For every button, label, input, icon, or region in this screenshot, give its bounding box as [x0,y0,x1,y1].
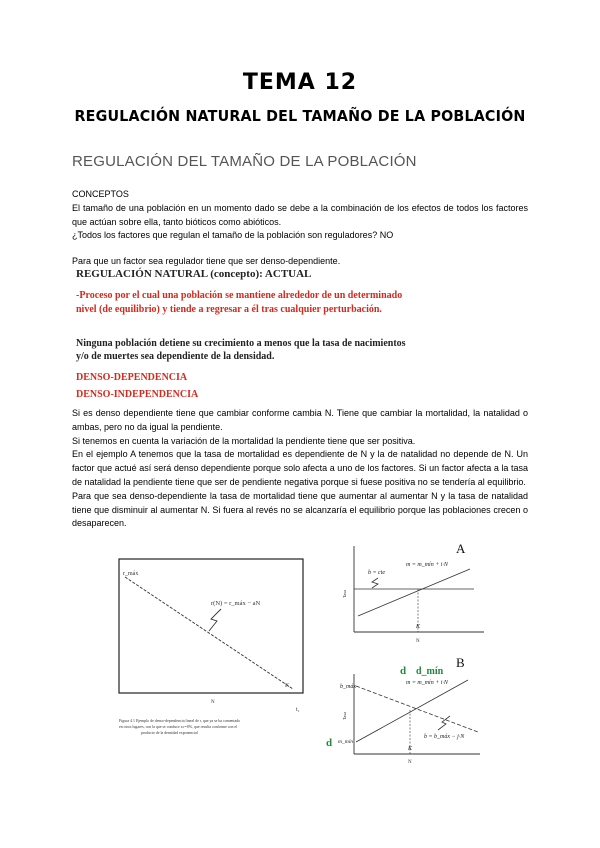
note-line-1: Ninguna población detiene su crecimiento a menos que la tasa de nacimientos [76,338,406,349]
figure-left [113,553,309,743]
definition-line-1: -Proceso por el cual una población se mantiene alrededor de un determinado [76,290,403,301]
term-denso-independencia: DENSO-INDEPENDENCIA [76,389,199,400]
figure-left-caption-1: Figura 4.1 Ejemplo de denso-dependencia lineal de r, que ya se ha comentado [119,719,241,723]
term-denso-dependencia: DENSO-DEPENDENCIA [76,372,188,383]
concepts-paragraph: El tamaño de una población en un momento dado se debe a la combinación de los efectos de todos los factores que actúan sobre ella, tanto bióticos como abióticos. [72,202,528,227]
definition-line-2: nivel (de equilibrio) y tiende a regresar a él tras cualquier perturbación. [76,304,382,315]
figure-b-d2: d [326,737,333,749]
page-title: TEMA 12 [242,70,358,95]
concepts-question: ¿Todos los factores que regulan el tamaño de la población son reguladores? NO [72,230,394,241]
figure-left-arrow [209,609,221,631]
figure-a-birth-label: b = cte [368,570,386,576]
figure-left-equation: r(N) = r_máx − aN [211,600,261,607]
figure-a-death-label: m = m_mín + i·N [406,562,448,568]
definition-title: REGULACIÓN NATURAL (concepto): ACTUAL [76,268,312,280]
figure-b-k-label: K [408,746,413,752]
figure-a [328,538,488,648]
figure-b-death-label: m = m_mín + i·N [406,680,448,686]
figure-a-ylabel: Tasa [342,589,347,598]
concepts-block [72,188,528,243]
figure-b-mmin: m_mín [338,739,353,745]
explanation-block [72,407,528,531]
figure-b [318,650,488,766]
figure-b-death-line [356,680,468,742]
figure-left-ylabel: r_máx [123,571,139,577]
page-subtitle: REGULACIÓN NATURAL DEL TAMAÑO DE LA POBLACIÓN [74,107,526,125]
figure-left-caption-3: producto de la densidad exponencial [141,731,198,735]
figure-b-n-label: N [408,760,412,765]
regulator-condition: Para que un factor sea regulador tiene que ser denso-dependiente. [72,256,341,266]
note-line-2: y/o de muertes sea dependiente de la densidad. [76,351,275,362]
section-heading: REGULACIÓN DEL TAMAÑO DE LA POBLACIÓN [72,153,417,170]
figure-a-death-line [358,569,470,616]
figure-a-letter: A [456,541,466,556]
figure-b-d: d [400,665,407,677]
figure-a-k-label: K [416,624,421,630]
figure-b-dmin: d_mín [416,666,444,677]
figure-b-letter: B [456,655,465,670]
figure-left-xlabel: N [211,700,215,705]
figure-b-birth-line [356,686,478,732]
figure-a-birth-arrow [372,578,378,588]
figure-left-k: K [285,683,290,689]
figure-b-birth-label: b = b_máx − j·N [424,734,465,740]
figure-b-birth-arrow [438,716,450,730]
figure-left-corner: t₁ [296,707,300,713]
explanation-paragraph-2: Si tenemos en cuenta la variación de la mortalidad la pendiente tiene que ser positiva. [72,435,416,446]
explanation-paragraph-1: Si es denso dependiente tiene que cambiar conforme cambia N. Tiene que cambiar la mortalidad, la natalidad o ambas, pero no da igual la pendiente. [72,408,528,432]
explanation-paragraph-3: En el ejemplo A tenemos que la tasa de mortalidad es dependiente de N y la de natalidad no depende de N. Un factor que actué así será denso dependiente porque solo afecta a uno de los factores. Si un factor afecta a la tasa de natalidad la pendiente tiene que ser de pendiente negativa porque si fuese positiva no se tendería al equilibrio. [72,449,528,487]
figure-b-ylabel: Tasa [342,711,347,720]
concepts-label: CONCEPTOS [72,189,129,199]
figure-left-line [125,577,293,689]
figure-left-caption-2: en otros lugares, con la que se conduce a r=0%, que resulta conforme con el [119,725,238,729]
figure-b-bmax: b_máx [340,684,356,690]
explanation-paragraph-4: Para que sea denso-dependiente la tasa de mortalidad tiene que aumentar al aumentar N y la tasa de natalidad tiene que disminuir al aumentar N. Si fuera al revés no se alcanzaría el equilibrio porque las poblaciones crecen o desaparecen. [72,490,528,529]
figure-a-n-label: N [416,639,420,644]
figure-left-frame [119,559,303,693]
